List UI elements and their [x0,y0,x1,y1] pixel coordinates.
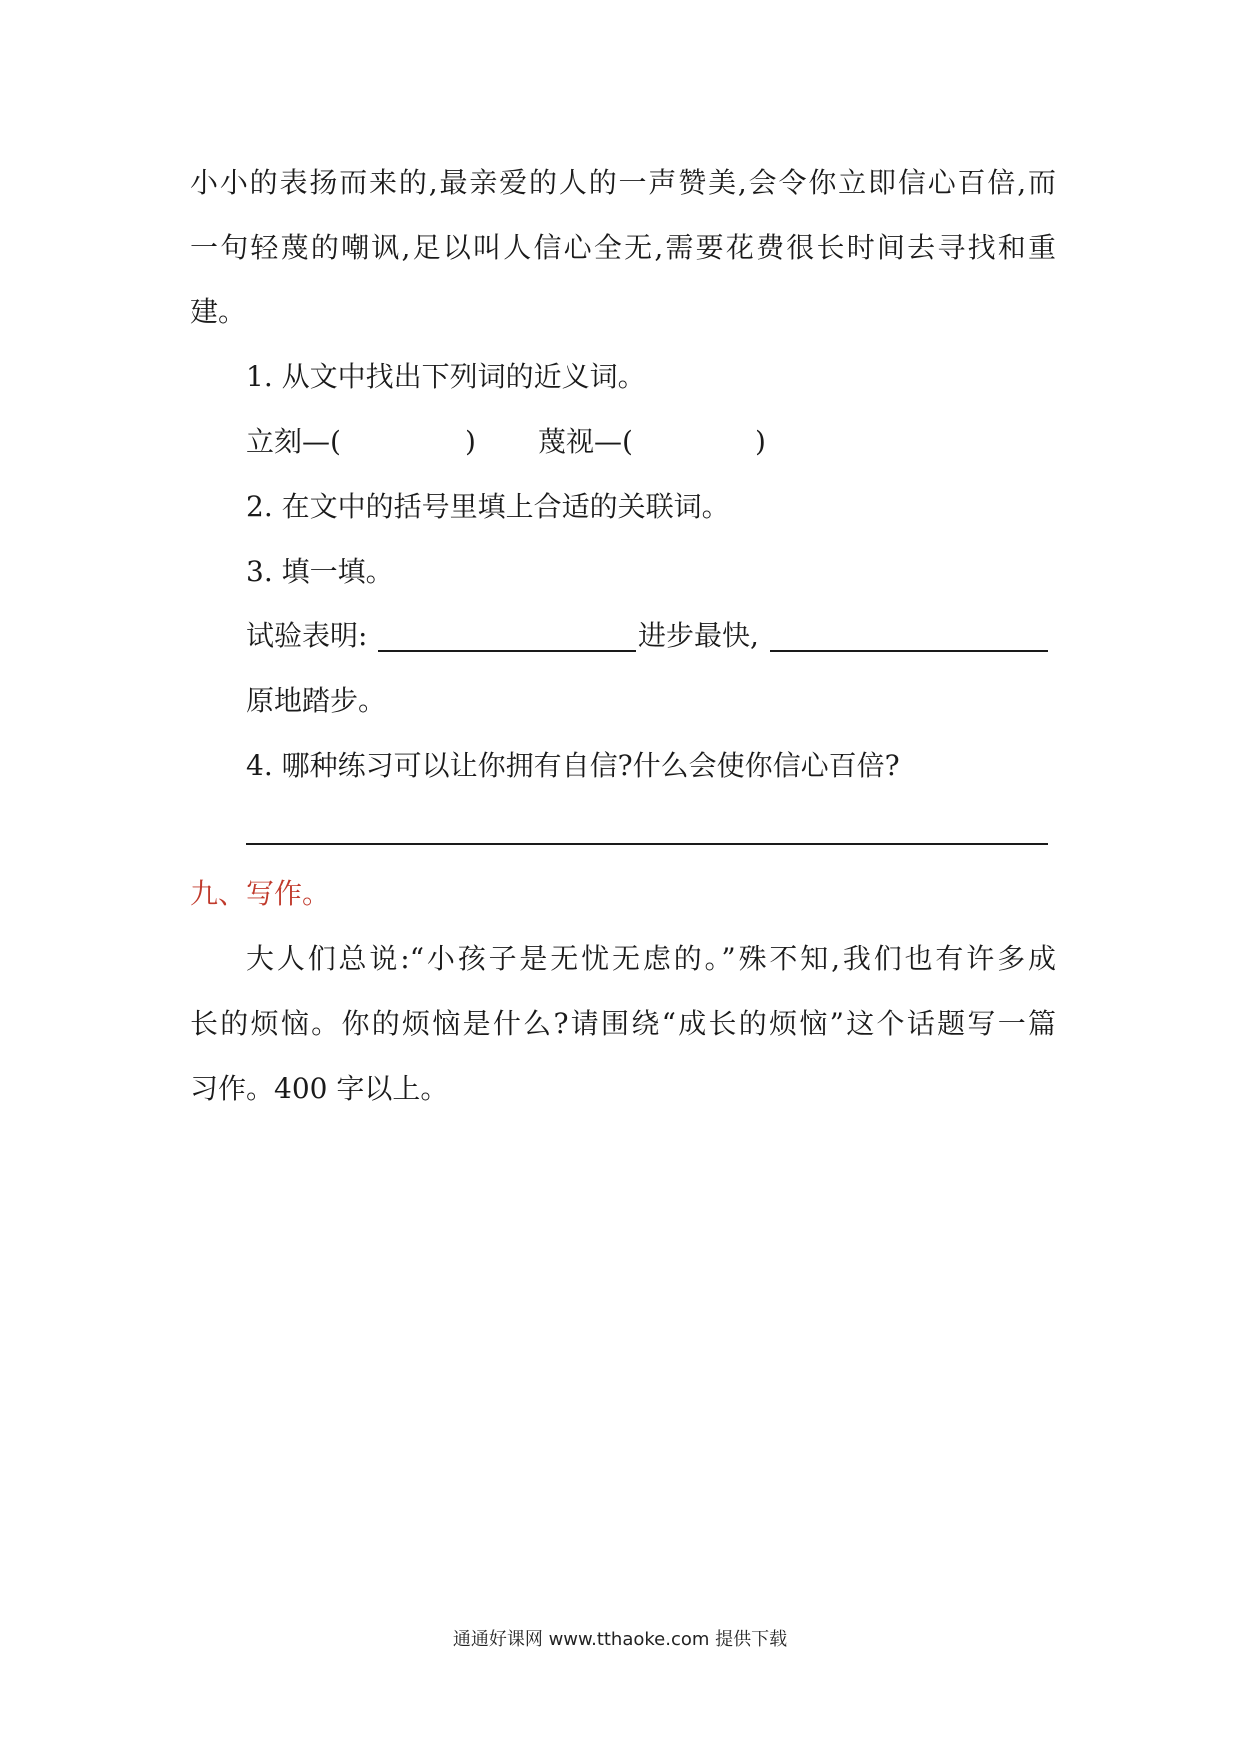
fill-prefix: 试验表明: [246,619,368,652]
writing-prompt-line-3: 习作。400 字以上。 [190,1072,449,1105]
writing-prompt-line-1: 大人们总说:“小孩子是无忧无虑的。”殊不知,我们也有许多成 [246,942,1056,975]
question-3: 3. 填一填。 [246,555,394,588]
synonym-blank-b-close: ) [755,425,766,458]
question-1: 1. 从文中找出下列词的近义词。 [246,360,646,393]
synonym-blank-a-close: ) [465,425,476,458]
fill-middle: 进步最快, [638,619,759,652]
passage-line-2: 一句轻蔑的嘲讽,足以叫人信心全无,需要花费很长时间去寻找和重 [190,231,1056,264]
question-2: 2. 在文中的括号里填上合适的关联词。 [246,490,730,523]
synonym-word-b: 蔑视—( [538,425,633,458]
writing-prompt-line-2: 长的烦恼。你的烦恼是什么?请围绕“成长的烦恼”这个话题写一篇 [190,1007,1056,1040]
footer-credit: 通通好课网 www.tthaoke.com 提供下载 [452,1629,788,1650]
fill-blank-2[interactable] [770,650,1048,652]
synonym-word-a: 立刻—( [246,425,341,458]
question-4: 4. 哪种练习可以让你拥有自信?什么会使你信心百倍? [246,749,900,782]
section-heading: 九、写作。 [190,877,331,910]
fill-suffix: 原地踏步。 [246,684,387,717]
fill-blank-1[interactable] [378,650,636,652]
passage-line-3: 建。 [190,295,247,328]
passage-line-1: 小小的表扬而来的,最亲爱的人的一声赞美,会令你立即信心百倍,而 [190,166,1056,199]
answer-line[interactable] [246,843,1048,845]
